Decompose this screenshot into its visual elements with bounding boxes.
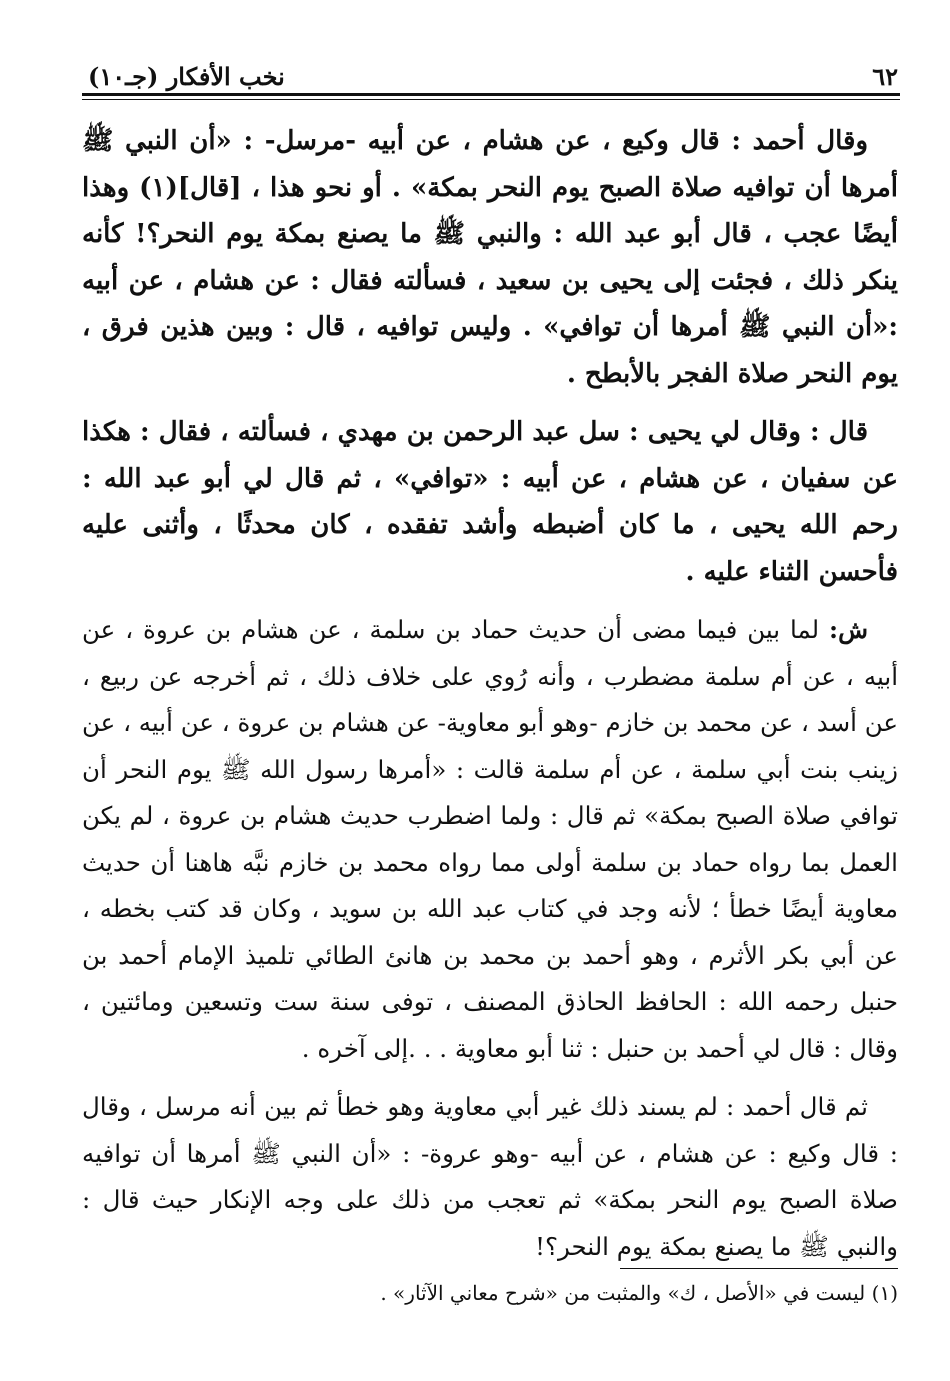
running-title: نخب الأفكار (جـ١٠) xyxy=(88,61,285,91)
header-rule xyxy=(82,93,900,96)
page-header xyxy=(88,58,898,94)
header-rule-thin xyxy=(82,99,900,100)
footnote-rule xyxy=(620,1268,898,1269)
main-text xyxy=(82,118,898,1270)
page-number: ٦٢ xyxy=(872,61,898,91)
paragraph-3-text: لما بين فيما مضى أن حديث حماد بن سلمة ، عن هشام بن عروة ، عن أبيه ، عن أم سلمة مضطرب ، وأنه رُوي على خلاف ذلك ، ثم أخرجه عن ربيع ، عن أسد ، عن محمد بن خازم -وهو أبو معاوية- عن هشام بن عروة ، عن أبيه ، عن زينب بنت أبي سلمة ، عن أم سلمة قالت : «أمرها رسول الله ﷺ يوم النحر أن توافي صلاة الصبح بمكة» ثم قال : ولما اضطرب حديث هشام بن عروة ، لم يكن العمل بما رواه حماد بن سلمة أولى مما رواه محمد بن خازم نبَّه هاهنا أن حديث معاوية أيضًا خطأ ؛ لأنه وجد في كتاب عبد الله بن سويد ، وكان قد كتب بخطه ، عن أبي بكر الأثرم ، وهو أحمد بن محمد بن هانئ الطائي تلميذ الإمام أحمد بن حنبل رحمه الله : الحافظ الحاذق المصنف ، توفى سنة ست وتسعين ومائتين ، وقال : قال لي أحمد بن حنبل : ثنا أبو معاوية . . .إلى آخره . xyxy=(82,615,898,1063)
paragraph-1: وقال أحمد : قال وكيع ، عن هشام ، عن أبيه -مرسل- : «أن النبي ﷺ أمرها أن توافيه صلاة الصبح يوم النحر بمكة» . أو نحو هذا ، [قال](١) وهذا أيضًا عجب ، قال أبو عبد الله : والنبي ﷺ ما يصنع بمكة يوم النحر؟! كأنه ينكر ذلك ، فجئت إلى يحيى بن سعيد ، فسألته فقال : عن هشام ، عن أبيه :«أن النبي ﷺ أمرها أن توافي» . وليس توافيه ، قال : وبين هذين فرق ، يوم النحر صلاة الفجر بالأبطح . xyxy=(82,126,898,389)
footnote: (١) ليست في «الأصل ، ك» والمثبت من «شرح معاني الآثار» . xyxy=(380,1281,898,1305)
paragraph-3 xyxy=(82,607,898,1072)
commentary-marker: ش: xyxy=(829,615,868,644)
paragraph-2: قال : وقال لي يحيى : سل عبد الرحمن بن مهدي ، فسألته ، فقال : هكذا عن سفيان ، عن هشام ، عن أبيه : «توافي» ، ثم قال لي أبو عبد الله : رحم الله يحيى ، ما كان أضبطه وأشد تفقده ، كان محدثًا ، وأثنى عليه فأحسن الثناء عليه . xyxy=(82,417,898,587)
paragraph-4: ثم قال أحمد : لم يسند ذلك غير أبي معاوية وهو خطأ ثم بين أنه مرسل ، وقال : قال وكيع : عن هشام ، عن أبيه -وهو عروة- : «أن النبي ﷺ أمرها أن توافيه صلاة الصبح يوم النحر بمكة» ثم تعجب من ذلك على وجه الإنكار حيث قال : والنبي ﷺ ما يصنع بمكة يوم النحر؟! xyxy=(82,1092,898,1261)
